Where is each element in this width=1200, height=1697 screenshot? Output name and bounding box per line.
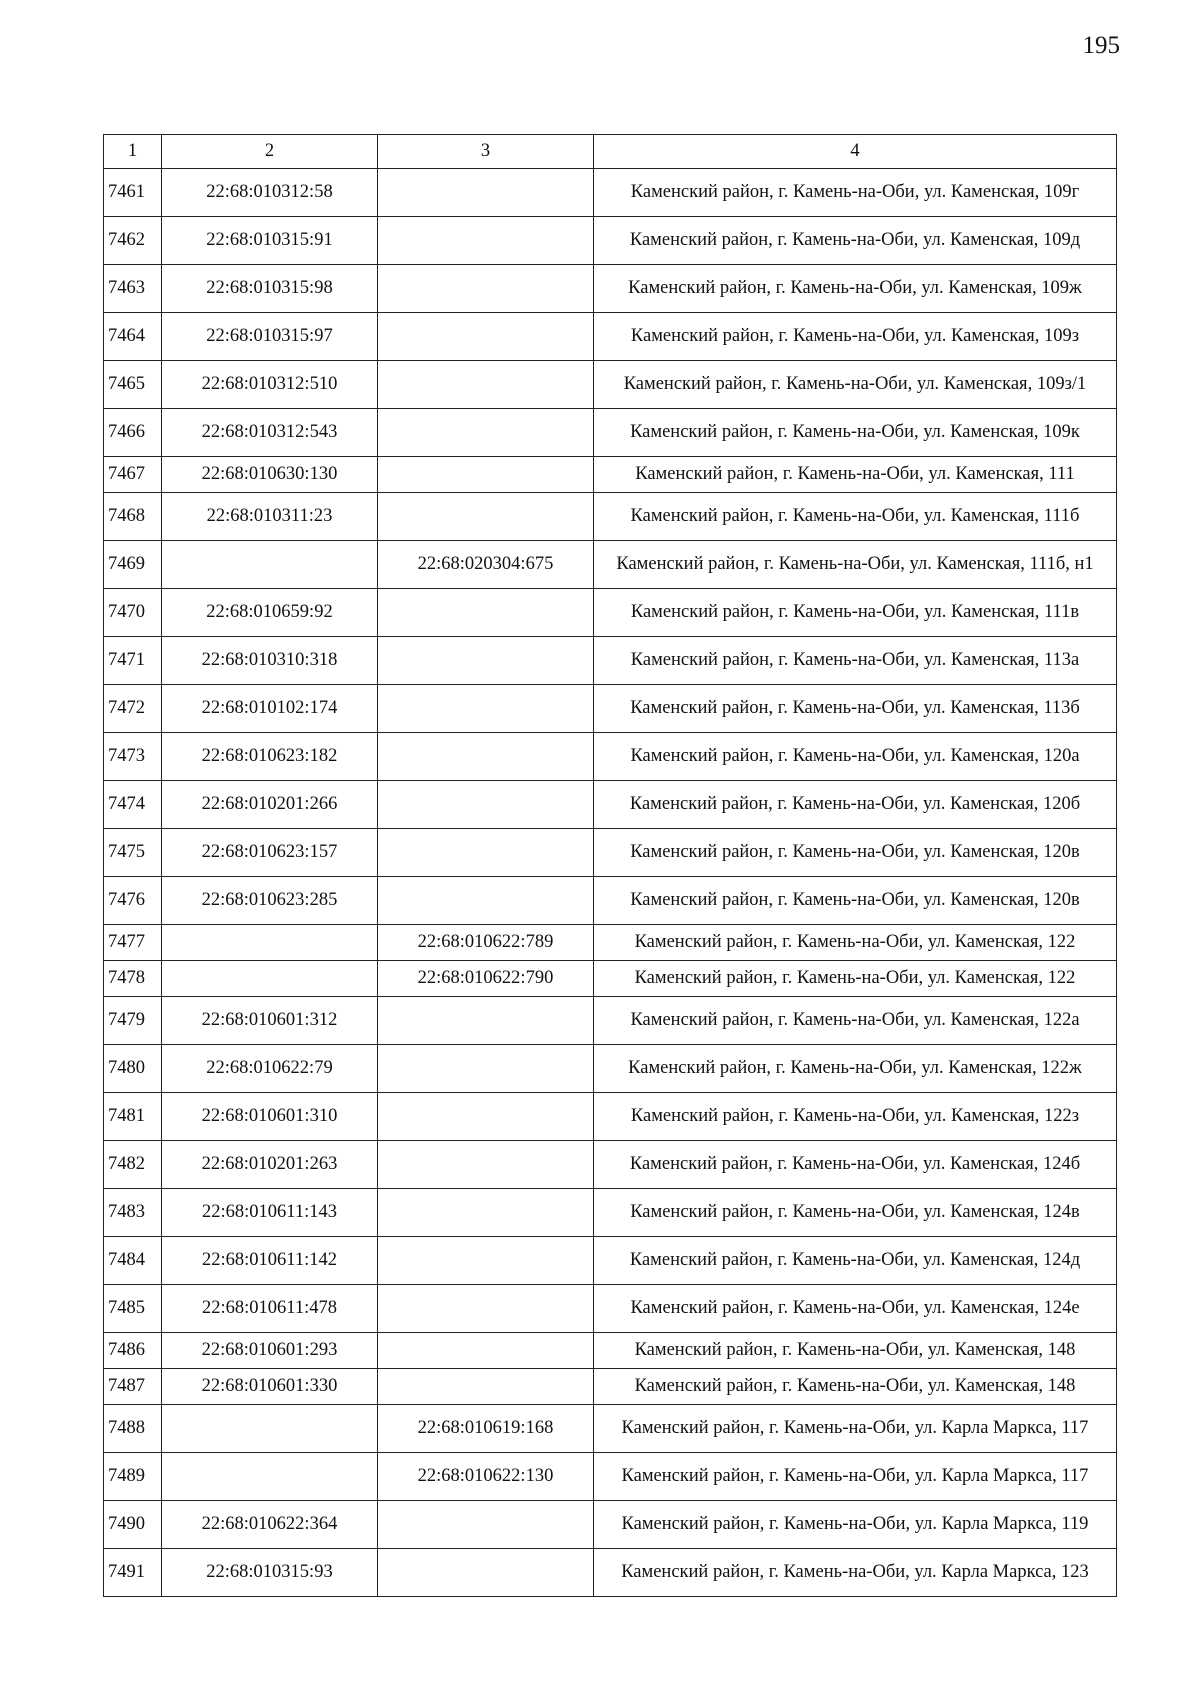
row-number-cell: 7473 [104,733,162,781]
table-row [104,265,1117,313]
building-cadastral-number-cell [378,493,594,541]
building-cadastral-number-cell [378,169,594,217]
cadastral-number-cell: 22:68:010312:510 [162,361,378,409]
cadastral-number-cell: 22:68:010102:174 [162,685,378,733]
building-cadastral-number-cell [378,1369,594,1405]
cadastral-number-cell: 22:68:010315:97 [162,313,378,361]
address-cell: Каменский район, г. Камень-на-Оби, ул. Каменская, 124в [594,1189,1117,1237]
cadastral-number-cell: 22:68:010623:285 [162,877,378,925]
row-number-cell: 7474 [104,781,162,829]
cadastral-number-cell: 22:68:010659:92 [162,589,378,637]
table-row [104,1141,1117,1189]
row-number-cell: 7484 [104,1237,162,1285]
row-number-cell: 7466 [104,409,162,457]
table-row [104,217,1117,265]
building-cadastral-number-cell [378,409,594,457]
row-number-cell: 7487 [104,1369,162,1405]
address-cell: Каменский район, г. Камень-на-Оби, ул. Каменская, 111в [594,589,1117,637]
row-number-cell: 7465 [104,361,162,409]
row-number-cell: 7486 [104,1333,162,1369]
table-row [104,313,1117,361]
building-cadastral-number-cell: 22:68:010622:130 [378,1453,594,1501]
building-cadastral-number-cell [378,829,594,877]
row-number-cell: 7480 [104,1045,162,1093]
row-number-cell: 7467 [104,457,162,493]
cadastral-number-cell: 22:68:010312:543 [162,409,378,457]
building-cadastral-number-cell [378,457,594,493]
row-number-cell: 7478 [104,961,162,997]
address-cell: Каменский район, г. Камень-на-Оби, ул. Каменская, 113а [594,637,1117,685]
building-cadastral-number-cell [378,1237,594,1285]
cadastral-number-cell: 22:68:010315:98 [162,265,378,313]
table-row [104,829,1117,877]
table-row [104,1045,1117,1093]
row-number-cell: 7468 [104,493,162,541]
address-cell: Каменский район, г. Камень-на-Оби, ул. Карла Маркса, 119 [594,1501,1117,1549]
row-number-cell: 7482 [104,1141,162,1189]
row-number-cell: 7490 [104,1501,162,1549]
table-row [104,685,1117,733]
header-col-4: 4 [594,135,1117,169]
row-number-cell: 7462 [104,217,162,265]
address-cell: Каменский район, г. Камень-на-Оби, ул. Каменская, 122з [594,1093,1117,1141]
building-cadastral-number-cell [378,361,594,409]
building-cadastral-number-cell [378,781,594,829]
registry-table [103,134,1117,1597]
cadastral-number-cell: 22:68:010630:130 [162,457,378,493]
header-col-3: 3 [378,135,594,169]
table-row [104,637,1117,685]
cadastral-number-cell: 22:68:010601:310 [162,1093,378,1141]
address-cell: Каменский район, г. Камень-на-Оби, ул. Каменская, 111б, н1 [594,541,1117,589]
header-col-2: 2 [162,135,378,169]
cadastral-number-cell: 22:68:010611:478 [162,1285,378,1333]
table-row [104,589,1117,637]
table-row [104,1285,1117,1333]
table-row [104,961,1117,997]
building-cadastral-number-cell [378,637,594,685]
row-number-cell: 7461 [104,169,162,217]
row-number-cell: 7488 [104,1405,162,1453]
header-row [104,135,1117,169]
cadastral-number-cell [162,1453,378,1501]
building-cadastral-number-cell [378,997,594,1045]
address-cell: Каменский район, г. Камень-на-Оби, ул. Каменская, 124б [594,1141,1117,1189]
cadastral-number-cell: 22:68:010601:330 [162,1369,378,1405]
building-cadastral-number-cell: 22:68:010619:168 [378,1405,594,1453]
row-number-cell: 7464 [104,313,162,361]
address-cell: Каменский район, г. Камень-на-Оби, ул. Каменская, 113б [594,685,1117,733]
row-number-cell: 7483 [104,1189,162,1237]
row-number-cell: 7476 [104,877,162,925]
row-number-cell: 7481 [104,1093,162,1141]
address-cell: Каменский район, г. Камень-на-Оби, ул. Каменская, 120б [594,781,1117,829]
cadastral-number-cell: 22:68:010315:91 [162,217,378,265]
address-cell: Каменский район, г. Камень-на-Оби, ул. Каменская, 122а [594,997,1117,1045]
building-cadastral-number-cell [378,877,594,925]
cadastral-number-cell: 22:68:010611:143 [162,1189,378,1237]
building-cadastral-number-cell: 22:68:010622:789 [378,925,594,961]
address-cell: Каменский район, г. Камень-на-Оби, ул. Карла Маркса, 117 [594,1453,1117,1501]
address-cell: Каменский район, г. Камень-на-Оби, ул. Каменская, 109з [594,313,1117,361]
address-cell: Каменский район, г. Камень-на-Оби, ул. Каменская, 120в [594,829,1117,877]
cadastral-number-cell: 22:68:010601:293 [162,1333,378,1369]
building-cadastral-number-cell [378,1501,594,1549]
table-row [104,1405,1117,1453]
cadastral-number-cell: 22:68:010623:157 [162,829,378,877]
table-row [104,733,1117,781]
table-row [104,409,1117,457]
address-cell: Каменский район, г. Камень-на-Оби, ул. Каменская, 111б [594,493,1117,541]
address-cell: Каменский район, г. Камень-на-Оби, ул. Каменская, 122 [594,925,1117,961]
row-number-cell: 7479 [104,997,162,1045]
address-cell: Каменский район, г. Камень-на-Оби, ул. Карла Маркса, 123 [594,1549,1117,1597]
table-row [104,169,1117,217]
address-cell: Каменский район, г. Камень-на-Оби, ул. Каменская, 109д [594,217,1117,265]
table-row [104,1549,1117,1597]
building-cadastral-number-cell [378,313,594,361]
building-cadastral-number-cell [378,733,594,781]
building-cadastral-number-cell [378,1093,594,1141]
row-number-cell: 7469 [104,541,162,589]
table-row [104,877,1117,925]
building-cadastral-number-cell [378,1189,594,1237]
building-cadastral-number-cell [378,1333,594,1369]
table-row [104,1237,1117,1285]
address-cell: Каменский район, г. Камень-на-Оби, ул. Каменская, 124е [594,1285,1117,1333]
address-cell: Каменский район, г. Камень-на-Оби, ул. Каменская, 122 [594,961,1117,997]
address-cell: Каменский район, г. Камень-на-Оби, ул. Каменская, 109з/1 [594,361,1117,409]
row-number-cell: 7485 [104,1285,162,1333]
table-row [104,997,1117,1045]
table-row [104,925,1117,961]
building-cadastral-number-cell [378,217,594,265]
address-cell: Каменский район, г. Камень-на-Оби, ул. Каменская, 120а [594,733,1117,781]
address-cell: Каменский район, г. Камень-на-Оби, ул. Каменская, 120в [594,877,1117,925]
address-cell: Каменский район, г. Камень-на-Оби, ул. Каменская, 148 [594,1369,1117,1405]
cadastral-number-cell: 22:68:010201:263 [162,1141,378,1189]
building-cadastral-number-cell [378,1285,594,1333]
building-cadastral-number-cell [378,685,594,733]
cadastral-number-cell: 22:68:010622:79 [162,1045,378,1093]
cadastral-number-cell: 22:68:010310:318 [162,637,378,685]
cadastral-number-cell: 22:68:010201:266 [162,781,378,829]
row-number-cell: 7472 [104,685,162,733]
building-cadastral-number-cell [378,1141,594,1189]
address-cell: Каменский район, г. Камень-на-Оби, ул. Каменская, 109г [594,169,1117,217]
row-number-cell: 7463 [104,265,162,313]
address-cell: Каменский район, г. Камень-на-Оби, ул. Карла Маркса, 117 [594,1405,1117,1453]
header-col-1: 1 [104,135,162,169]
address-cell: Каменский район, г. Камень-на-Оби, ул. Каменская, 111 [594,457,1117,493]
table-row [104,1333,1117,1369]
table-row [104,1093,1117,1141]
cadastral-number-cell: 22:68:010311:23 [162,493,378,541]
cadastral-number-cell: 22:68:010601:312 [162,997,378,1045]
building-cadastral-number-cell [378,1549,594,1597]
table-row [104,1453,1117,1501]
table-row [104,493,1117,541]
table-row [104,1369,1117,1405]
cadastral-number-cell: 22:68:010315:93 [162,1549,378,1597]
building-cadastral-number-cell [378,589,594,637]
building-cadastral-number-cell [378,265,594,313]
building-cadastral-number-cell: 22:68:010622:790 [378,961,594,997]
row-number-cell: 7471 [104,637,162,685]
cadastral-number-cell: 22:68:010312:58 [162,169,378,217]
page-number: 195 [1082,32,1120,59]
cadastral-number-cell [162,961,378,997]
address-cell: Каменский район, г. Камень-на-Оби, ул. Каменская, 109к [594,409,1117,457]
cadastral-number-cell: 22:68:010611:142 [162,1237,378,1285]
cadastral-number-cell: 22:68:010623:182 [162,733,378,781]
table-row [104,541,1117,589]
address-cell: Каменский район, г. Камень-на-Оби, ул. Каменская, 148 [594,1333,1117,1369]
cadastral-number-cell [162,541,378,589]
address-cell: Каменский район, г. Камень-на-Оби, ул. Каменская, 109ж [594,265,1117,313]
address-cell: Каменский район, г. Камень-на-Оби, ул. Каменская, 124д [594,1237,1117,1285]
table-row [104,781,1117,829]
table-row [104,361,1117,409]
row-number-cell: 7475 [104,829,162,877]
cadastral-number-cell [162,925,378,961]
building-cadastral-number-cell: 22:68:020304:675 [378,541,594,589]
table-body [104,169,1117,1597]
row-number-cell: 7491 [104,1549,162,1597]
row-number-cell: 7489 [104,1453,162,1501]
row-number-cell: 7477 [104,925,162,961]
row-number-cell: 7470 [104,589,162,637]
table-row [104,1189,1117,1237]
table-row [104,457,1117,493]
cadastral-number-cell [162,1405,378,1453]
table-row [104,1501,1117,1549]
address-cell: Каменский район, г. Камень-на-Оби, ул. Каменская, 122ж [594,1045,1117,1093]
building-cadastral-number-cell [378,1045,594,1093]
cadastral-number-cell: 22:68:010622:364 [162,1501,378,1549]
